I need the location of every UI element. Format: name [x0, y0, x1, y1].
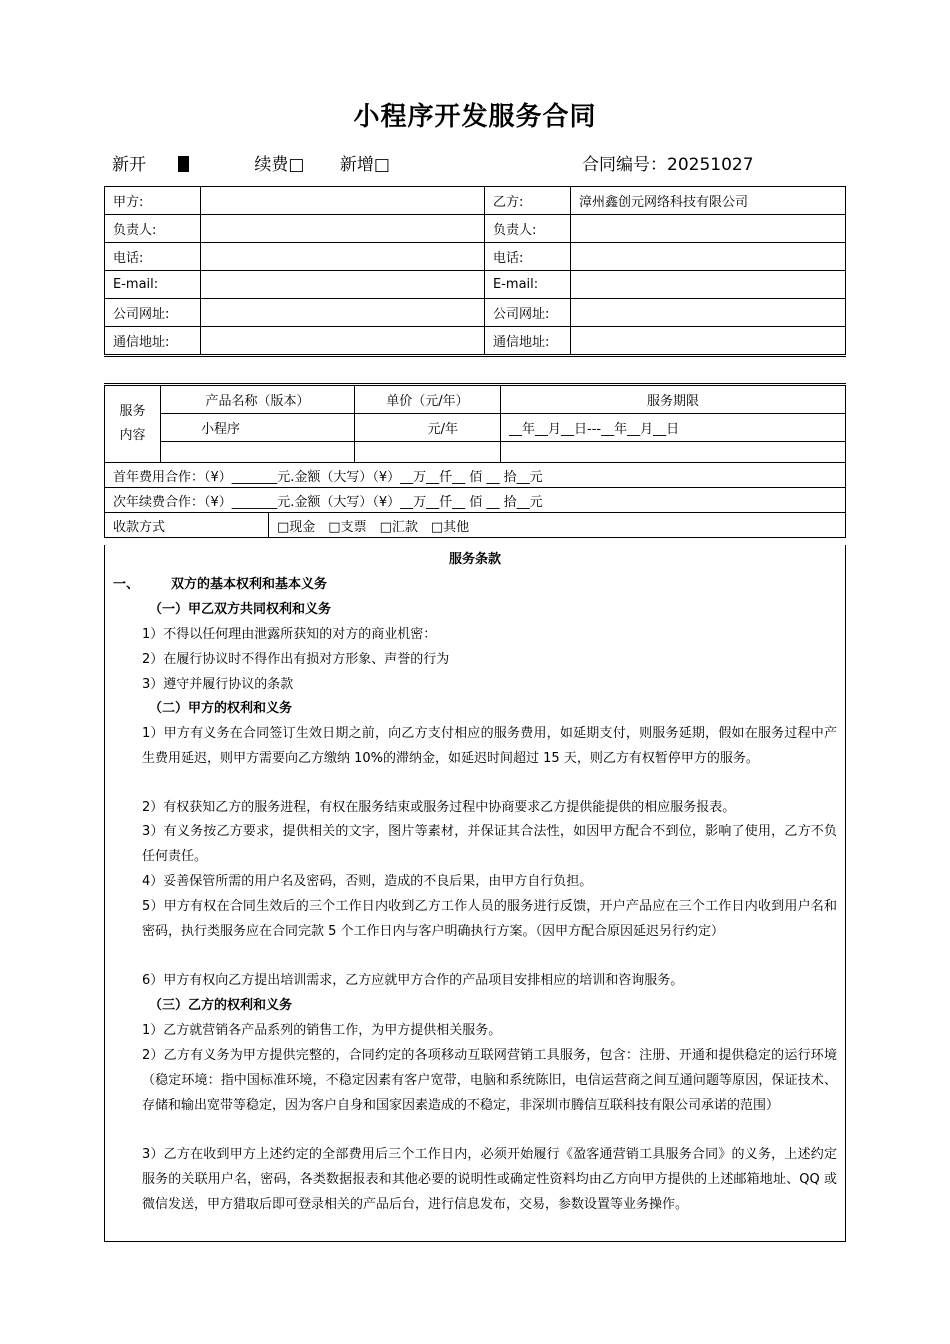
option-new[interactable]: 新开 — [112, 155, 219, 175]
party-row — [105, 299, 846, 327]
option-renew[interactable]: 续费□ — [254, 155, 305, 175]
party-a-value[interactable] — [201, 299, 485, 327]
party-b-value[interactable] — [571, 243, 846, 271]
header-product: 产品名称（版本） — [161, 385, 355, 414]
sub1-heading: （一）甲乙双方共同权利和义务 — [149, 602, 332, 617]
party-a-label: 电话: — [105, 243, 201, 271]
party-row — [105, 243, 846, 271]
product-name: 小程序 — [161, 414, 355, 442]
party-b-label: E-mail: — [485, 271, 571, 299]
party-b-value[interactable] — [571, 299, 846, 327]
party-row — [105, 215, 846, 243]
sub2-item-5: 5）甲方有权在合同生效后的三个工作日内收到乙方工作人员的服务进行反馈，开户产品应在三个工作日内收到用户名和密码，执行类服务应在合同完款 5 个工作日内与客户明确执行方案。（因甲方配合原因延迟另行约定） — [142, 899, 837, 939]
contract-title: 小程序开发服务合同 — [353, 102, 597, 132]
renew-year-fee[interactable]: 次年续费合作：（¥）_______元.金额（大写）（¥）__万__仟__ 佰 __ 拾__元 — [105, 488, 846, 513]
sub2-item-1: 1）甲方有义务在合同签订生效日期之前，向乙方支付相应的服务费用，如延期支付，则服务延期，假如在服务过程中产生费用延迟，则甲方需要向乙方缴纳 10%的滞纳金，如延迟时间超过 15 天，则乙方有权暂停甲方的服务。 — [142, 726, 837, 766]
empty-period-cell[interactable] — [501, 442, 846, 463]
party-b-label: 负责人: — [485, 215, 571, 243]
party-a-value[interactable] — [201, 215, 485, 243]
service-period[interactable]: __年__月__日---__年__月__日 — [501, 414, 846, 442]
party-a-value[interactable] — [201, 243, 485, 271]
party-a-label: 甲方: — [105, 187, 201, 215]
first-year-fee[interactable]: 首年费用合作：（¥）_______元.金额（大写）（¥）__万__仟__ 佰 __ 拾__元 — [105, 463, 846, 488]
party-row — [105, 327, 846, 356]
option-add[interactable]: 新增□ — [339, 155, 390, 175]
sub3-heading: （三）乙方的权利和义务 — [149, 998, 293, 1013]
party-a-label: 通信地址: — [105, 327, 201, 356]
party-b-value[interactable] — [571, 215, 846, 243]
sub2-item-3: 3）有义务按乙方要求，提供相关的文字，图片等素材，并保证其合法性，如因甲方配合不到位，影响了使用，乙方不负任何责任。 — [142, 824, 837, 864]
contract-type-options — [112, 150, 420, 175]
terms-heading: 服务条款 — [448, 552, 501, 567]
party-b-value[interactable] — [571, 271, 846, 299]
party-row — [105, 271, 846, 299]
party-info-table — [104, 186, 846, 357]
empty-price-cell[interactable] — [355, 442, 501, 463]
party-b-label: 乙方: — [485, 187, 571, 215]
sub2-item-4: 4）妥善保管所需的用户名及密码，否则，造成的不良后果，由甲方自行负担。 — [142, 874, 593, 889]
party-b-value[interactable] — [571, 327, 846, 356]
payment-options[interactable]: □现金 □支票 □汇款 □其他 — [269, 513, 846, 538]
party-b-value[interactable]: 漳州鑫创元网络科技有限公司 — [571, 187, 846, 215]
sub2-heading: （二）甲方的权利和义务 — [149, 701, 293, 716]
party-a-value[interactable] — [201, 271, 485, 299]
sub3-item-1: 1）乙方就营销各产品系列的销售工作，为甲方提供相关服务。 — [142, 1023, 502, 1038]
sub1-item-2: 2）在履行协议时不得作出有损对方形象、声誉的行为 — [142, 652, 450, 667]
contract-number: 合同编号：20251027 — [582, 155, 754, 175]
sub3-item-2: 2）乙方有义务为甲方提供完整的，合同约定的各项移动互联网营销工具服务，包含：注册、开通和提供稳定的运行环境（稳定环境：指中国标准环境，不稳定因素有客户宽带，电脑和系统陈旧，电信运营商之间互通问题等原因，保证技术、存储和输出宽带等稳定，因为客户自身和国家因素造成的不稳定，非深圳市腾信互联科技有限公司承诺的范围） — [142, 1048, 837, 1113]
sub1-item-1: 1）不得以任何理由泄露所获知的对方的商业机密： — [142, 627, 437, 642]
party-row — [105, 187, 846, 215]
service-content-label: 服务内容 — [105, 385, 161, 463]
header-period: 服务期限 — [501, 385, 846, 414]
payment-label: 收款方式 — [105, 513, 269, 538]
party-b-label: 公司网址: — [485, 299, 571, 327]
service-terms: 服务条款 一、 双方的基本权利和基本义务 （一）甲乙双方共同权利和义务 1）不得以任何理由泄露所获知的对方的商业机密： 2）在履行协议时不得作出有损对方形象、声誉的行为 3）遵守并履行协议的条款 （二）甲方的权利和义务 1）甲方有义务在合同签订生效日期之前，向乙方支付相应的服务费用，如延期支付，则服务延期，假如在服务过程中产生费用延迟，则甲方需要向乙方缴纳 10%的滞纳金，如延迟时间超过 15 天，则乙方有权暂停甲方的服务。 2）有权获知乙方的服务进程，有权在服务结束或服务过程中协商要求乙方提供能提供的相应服务报表。 3）有义务按乙方要求，提供相关的文字，图片等素材，并保证其合法性，如因甲方配合不到位，影响了使用，乙方不负任何责任。 4）妥善保管所需的用户名及密码，否则，造成的不良后果，由甲方自行负担。 5）甲方有权在合同生效后的三个工作日内收到乙方工作人员的服务进行反馈，开户产品应在三个工作日内收到用户名和密码，执行类服务应在合同完款 5 个工作日内与客户明确执行方案。（因甲方配合原因延迟另行约定） 6）甲方有权向乙方提出培训需求，乙方应就甲方合作的产品项目安排相应的培训和咨询服务。 （三）乙方的权利和义务 1）乙方就营销各产品系列的销售工作，为甲方提供相关服务。 2）乙方有义务为甲方提供完整的，合同约定的各项移动互联网营销工具服务，包含：注册、开通和提供稳定的运行环境（稳定环境：指中国标准环境，不稳定因素有客户宽带，电脑和系统陈旧，电信运营商之间互通问题等原因，保证技术、存储和输出宽带等稳定，因为客户自身和国家因素造成的不稳定，非深圳市腾信互联科技有限公司承诺的范围） 3）乙方在收到甲方上述约定的全部费用后三个工作日内，必须开始履行《盈客通营销工具服务合同》的义务，上述约定服务的关联用户名，密码，各类数据报表和其他必要的说明性或确定性资料均由乙方向甲方提供的上述邮箱地址、QQ 或微信发送，甲方猎取后即可登录相关的产品后台，进行信息发布，交易，参数设置等业务操作。 — [104, 545, 846, 1242]
party-a-label: 负责人: — [105, 215, 201, 243]
party-a-value[interactable] — [201, 187, 485, 215]
party-a-value[interactable] — [201, 327, 485, 356]
party-b-label: 通信地址: — [485, 327, 571, 356]
unit-price: 元/年 — [355, 414, 501, 442]
party-a-label: E-mail: — [105, 271, 201, 299]
sub1-item-3: 3）遵守并履行协议的条款 — [142, 677, 294, 692]
party-b-label: 电话: — [485, 243, 571, 271]
sub3-item-3: 3）乙方在收到甲方上述约定的全部费用后三个工作日内，必须开始履行《盈客通营销工具服务合同》的义务，上述约定服务的关联用户名，密码，各类数据报表和其他必要的说明性或确定性资料均由乙方向甲方提供的上述邮箱地址、QQ 或微信发送，甲方猎取后即可登录相关的产品后台，进行信息发布，交易，参数设置等业务操作。 — [142, 1147, 837, 1212]
sub2-item-6: 6）甲方有权向乙方提出培训需求，乙方应就甲方合作的产品项目安排相应的培训和咨询服务。 — [142, 973, 684, 988]
empty-product-cell[interactable] — [161, 442, 355, 463]
service-table — [104, 383, 846, 538]
party-a-label: 公司网址: — [105, 299, 201, 327]
header-price: 单价（元/年） — [355, 385, 501, 414]
sub2-item-2: 2）有权获知乙方的服务进程，有权在服务结束或服务过程中协商要求乙方提供能提供的相应服务报表。 — [142, 800, 736, 815]
checked-box-icon — [178, 156, 189, 172]
